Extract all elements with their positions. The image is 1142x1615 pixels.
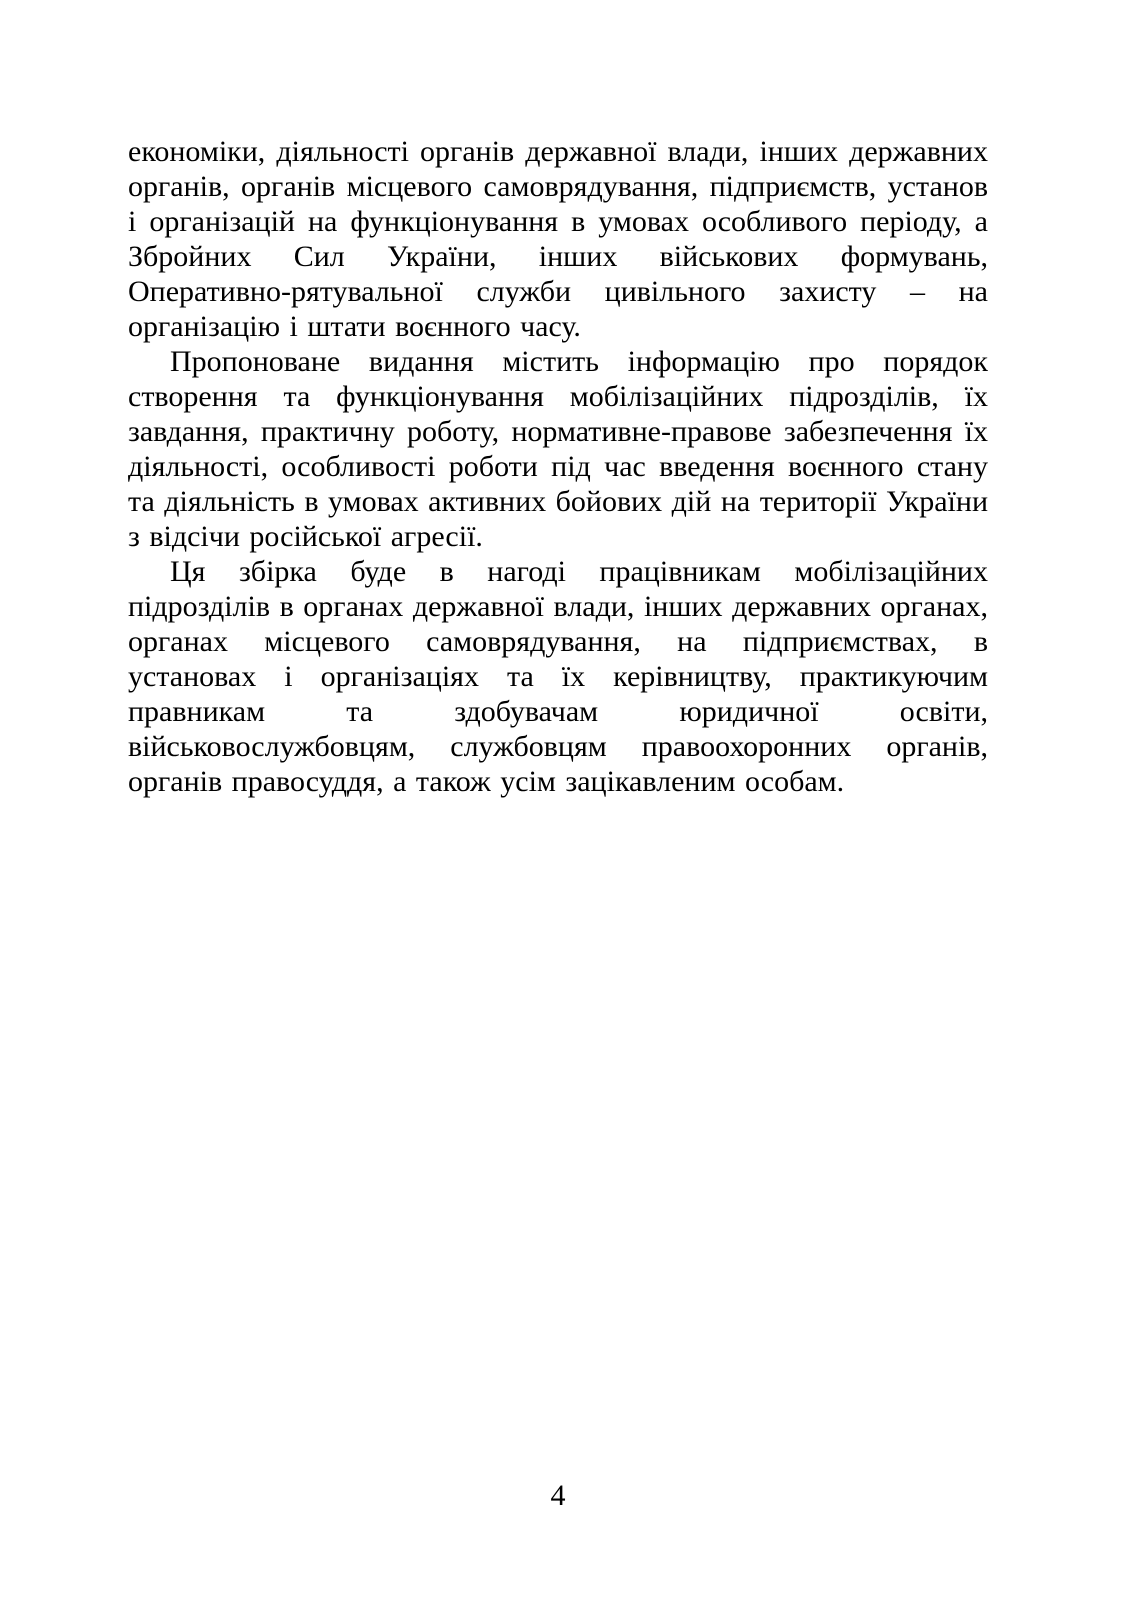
text-block [128,134,988,799]
paragraph-1: економіки, діяльності органів державної влади, інших державних органів, органів місцевого самоврядування, підприємств, установ і організацій на функціонування в умовах особливого періоду, а Збройних Сил України, інших військових формувань, Оперативно-рятувальної служби цивільного захисту – на організацію і штати воєнного часу. [128,135,988,343]
paragraph-2: Пропоноване видання містить інформацію про порядок створення та функціонування мобілізаційних підрозділів, їх завдання, практичну роботу, нормативне-правове забезпечення їх діяльності, особливості роботи під час введення воєнного стану та діяльність в умовах активних бойових дій на території України з відсічи російської агресії. [128,345,988,553]
paragraph-3: Ця збірка буде в нагоді працівникам мобілізаційних підрозділів в органах державної влади, інших державних органах, органах місцевого самоврядування, на підприємствах, в установах і організаціях та їх керівництву, практикуючим правникам та здобувачам юридичної освіти, військовослужбовцям, службовцям правоохоронних органів, органів правосуддя, а також усім зацікавленим особам. [128,555,988,798]
page-number: 4 [550,1479,566,1512]
